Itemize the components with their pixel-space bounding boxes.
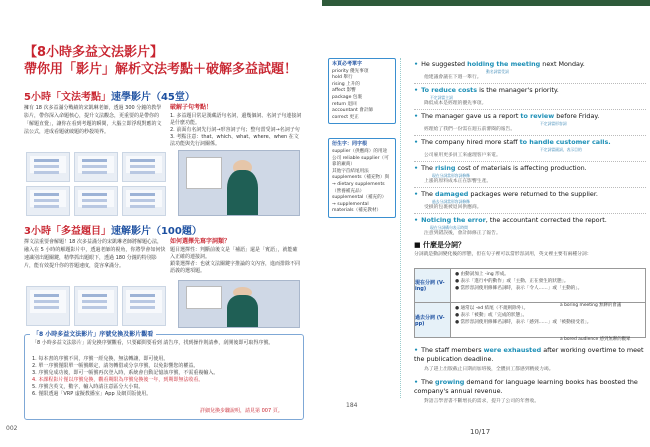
serial-step: 2. 單一序號僅限單一帳號綁定，請勿轉借或分享序號，以免影響您的權益。 <box>32 363 199 369</box>
participle-point: ● 通常以 -ed 結尾（不規則除外）。 <box>455 306 529 311</box>
section-2-sidebox <box>170 238 302 275</box>
vocab-item: materials（補充教材） <box>332 208 382 214</box>
top-color-bar-right <box>322 0 650 6</box>
participle-label: 現在分詞 (V-ing) <box>415 269 451 302</box>
present-example: a boring meeting 無聊的會議 <box>560 303 622 308</box>
vocab-item: 公司 reliable supplier（可靠的廠商） <box>332 155 389 168</box>
grammar-gloss: 現在分詞當形容詞修飾 <box>432 173 470 178</box>
participle-body <box>451 269 645 302</box>
section-2-title-key: 「多益題目」 <box>50 226 111 237</box>
serial-step: 3. 序號兌成功後，即可一帳號再次登入時，系統會自動記憶該序號，不需重複輸入。 <box>32 370 219 376</box>
teacher-video-photo <box>178 280 300 328</box>
margin-divider <box>400 58 410 398</box>
dotted-rule <box>414 213 646 214</box>
participle-point: ● 當形容詞使用修飾名詞時，表示「感到……」或「被動接受者」。 <box>455 320 592 325</box>
grammar-gloss: 過去分詞當形容詞修飾 <box>432 199 470 204</box>
section-1-side-point: 2. 前面有名詞先行詞→形容詞子句；整句當受詞→名詞子句 <box>170 127 300 133</box>
section-1-title <box>24 88 195 103</box>
sentence-translation: 公司雇用更多員工來處理客戶來電。 <box>424 153 501 158</box>
dotted-rule <box>414 83 646 84</box>
section-2-title-pre: 3小時 <box>24 226 51 237</box>
participle-row-present <box>415 269 645 303</box>
section-1-title-key: 「文法考點」 <box>50 92 111 103</box>
video-thumbnail <box>74 186 118 216</box>
participle-point: ● 當形容詞使用修飾名詞時，表示「令人……」或「主動的」。 <box>455 286 583 291</box>
headline-line-1: 【8小時多益文法影片】 <box>24 45 164 60</box>
serial-step: 6. 僅限透過「VRP 虛擬教播室」App 及網頁版使用。 <box>32 391 152 397</box>
vocab-item: supplemental（補充的） <box>332 195 387 201</box>
vocab-item: hold 舉行 <box>332 75 353 81</box>
participle-label: 過去分詞 (V-pp) <box>415 303 451 337</box>
vocab-item: 其他字首結尾用法 <box>332 168 369 174</box>
example-sentence: • The rising cost of materials is affecting production. <box>414 164 587 172</box>
section-1-title-post: 速學影片（45堂） <box>110 92 195 103</box>
participle-point: ● 由動詞加上 -ing 形成。 <box>455 272 509 277</box>
section-1-side-point: 1. 多益題目常是漢藏語句名詞，邊幾個詞、名詞子句連接詞是什麼功能。 <box>170 113 302 126</box>
vocab-item: priority 優先事項 <box>332 68 369 74</box>
highlight-phrase: to review <box>520 112 555 120</box>
example-sentence: • The growing demand for language learning books has boosted the company's annual revenue. <box>414 378 638 395</box>
example-sentence: • Noticing the error, the accountant corrected the report. <box>414 216 607 224</box>
serial-redemption-intro: 「8 小時多益文法影片」需兌換序號觀看，只要顧問要看到 請告序，找到操作則請參，刮開後即可取得序號。 <box>32 340 274 346</box>
highlight-phrase: to handle customer calls. <box>519 138 611 146</box>
serial-step-warning: 4. 本課程影片僅以序號兌換，觀看期限為序號兌換後一年，到期即無法收看。 <box>32 377 204 383</box>
headline-line-2: 帶你用「影片」解析文法考點＋破解多益試題！ <box>24 62 298 77</box>
dotted-rule <box>414 187 646 188</box>
vocab-item: supplier（供應商）的用途 <box>332 148 388 154</box>
highlight-phrase: To reduce costs <box>421 86 478 94</box>
highlight-phrase: damaged <box>435 190 469 198</box>
sentence-translation: 上漲的原料成本正在影響生產。 <box>424 179 492 184</box>
video-thumbnail <box>26 152 70 182</box>
vocab-item: package 包裹 <box>332 94 363 100</box>
example-sentence: • The manager gave us a report to review before Friday. <box>414 112 600 120</box>
sentence-translation: 對語言學習書不斷增長的需求，提升了公司的年營收。 <box>424 399 540 404</box>
section-1-sidebox <box>170 104 302 148</box>
example-sentence: • The staff members were exhausted after working overtime to meet the publication deadline. <box>414 346 644 363</box>
video-thumbnail <box>122 152 166 182</box>
example-sentence: • To reduce costs is the manager's priority. <box>414 86 559 94</box>
vocab-box-derivatives <box>328 138 396 218</box>
vocab-item: accountant 會計師 <box>332 108 374 114</box>
dotted-rule <box>414 161 646 162</box>
vocab-item: supplements（補充物）與 <box>332 175 390 181</box>
grammar-gloss: 動名詞當受詞 <box>486 69 509 74</box>
video-thumbnail <box>74 286 118 326</box>
highlight-phrase: growing <box>435 378 465 386</box>
teacher-video-photo <box>178 150 300 216</box>
dotted-rule <box>414 109 646 110</box>
bullet-icon: • <box>414 112 419 120</box>
highlight-phrase: holding the meeting <box>467 60 541 68</box>
vocab-item: return 退回 <box>332 101 357 107</box>
left-page-number: 002 <box>6 425 18 432</box>
example-sentence: • He suggested holding the meeting next Monday. <box>414 60 585 68</box>
past-example: a bored audience 感到無聊的觀眾 <box>560 337 631 342</box>
grammar-gloss: 不定詞當形容詞 <box>540 121 567 126</box>
headline <box>24 44 304 78</box>
sentence-translation: 注意到錯誤後，會計師修正了報告。 <box>424 231 501 236</box>
section-1-side-point: 3. 考點注意：that、which、what、where、when 在文法功能與先行詞關係。 <box>170 134 299 147</box>
dotted-rule <box>414 135 646 136</box>
video-thumbnail <box>74 152 118 182</box>
vocab-item: rising 上升的 <box>332 81 360 87</box>
sentence-translation: 為了趕上出版截止日期而加班後，全體員工都感到精疲力竭。 <box>424 367 554 372</box>
video-thumbnail <box>122 286 166 326</box>
sentence-translation: 經理給了我們一份需在週五前審閱的報告。 <box>424 127 516 132</box>
grammar-gloss: 不定詞當主詞 <box>430 95 453 100</box>
sentence-translation: 他建議會議在下週一舉行。 <box>424 75 482 80</box>
bullet-icon: • <box>414 216 419 224</box>
bullet-icon: • <box>414 138 419 146</box>
bullet-icon: • <box>414 378 419 386</box>
vocab-box-head: 衍生字：同字根 <box>332 141 368 148</box>
video-thumbnail <box>26 186 70 216</box>
video-thumbnail <box>26 286 70 326</box>
vocab-item: correct 更正 <box>332 114 359 120</box>
section-2-title-post: 速解影片（100題） <box>110 226 202 237</box>
example-sentence: • The damaged packages were returned to the supplier. <box>414 190 598 198</box>
highlight-phrase: Noticing the error <box>421 216 486 224</box>
section-2-title <box>24 222 202 237</box>
section-2-paragraph: 擇文法重要會解題！18 次多益滿分的宋凱琳老師將解題心法，融入在 5 小時的解題影片中，透過老師的視角，你將學會如何快速識別出題關鍵，精準抓出題眼下，透過 180 分鐘的特別影片，能有效提升你的答題速度，從容拿滿分。 <box>24 239 166 269</box>
section-1-paragraph: 擁有 18 次多益滿分戰績的宋凱琳老師，透過 300 分鐘的教學影片，帶你深入命題核心，提升文法觀念，更重要的是帶你的「解題直覺」，讓你在看到考題的瞬間，大腦立即浮現對應的文法公式，達成看題就破題的秒殺境界。 <box>24 105 162 135</box>
section-1-title-pre: 5小時 <box>24 92 51 103</box>
grammar-gloss: 不定詞當副詞，表示目的 <box>540 147 582 152</box>
bullet-icon: • <box>414 86 419 94</box>
sentence-translation: 降低成本是經理的優先事項。 <box>424 101 487 106</box>
participle-section-title: ■ 什麼是分詞？ <box>414 241 466 249</box>
highlight-phrase: were exhausted <box>483 346 542 354</box>
video-thumbnail <box>122 186 166 216</box>
section-2-side-point: 題目選擇性：判斷前後文是「補語」還是「賓語」，就能確入正確的連接詞。 <box>170 247 298 260</box>
right-page-number: 184 <box>346 402 358 409</box>
grammar-gloss: 現在分詞構句表示時間 <box>430 225 468 230</box>
example-sentence: • The company hired more staff to handle customer calls. <box>414 138 611 146</box>
vocab-item: → dietary supplements <box>332 181 385 187</box>
vocab-item: → supplemental <box>332 201 369 207</box>
bullet-icon: • <box>414 346 419 354</box>
serial-step: 1. 每本書的序號不同，序號一經兌換，無法轉讓，即可使用。 <box>32 356 169 362</box>
highlight-phrase: rising <box>435 164 456 172</box>
vocab-column <box>328 58 396 232</box>
section-1-side-head: 破解子句考點！ <box>170 104 213 111</box>
vocab-box-must-know <box>328 58 396 124</box>
participle-point: ● 表示「被動」或「完成的狀態」。 <box>455 313 528 318</box>
sentence-translation: 受損的包裹被退回供應商。 <box>424 205 482 210</box>
document-page-counter: 10/17 <box>470 428 491 436</box>
bullet-icon: • <box>414 164 419 172</box>
serial-redemption-title: 「8 小時多益文法影片」序號兌換及影片觀看 <box>30 329 156 338</box>
vocab-box-head: 本頁必考單字 <box>332 61 363 67</box>
bullet-icon: • <box>414 190 419 198</box>
serial-footer-note: 詳細兌換步驟說明，請見第 007 頁。 <box>200 408 283 414</box>
vocab-item: affect 影響 <box>332 88 356 94</box>
participle-point: ● 表示「進行中的動作」或「主動、正在發生的狀態」。 <box>455 279 569 284</box>
section-2-side-head: 如何選擇先寫字詞類？ <box>170 238 231 245</box>
participle-description: 分詞就是動詞變化後的形態，但在句子裡可以當形容詞用，英文裡主要有兩種分詞： <box>414 252 592 257</box>
vocab-item: （營養補充品） <box>332 188 365 194</box>
section-2-side-point: 鎖業選擇者：也就文法關鍵字推論的文內容，進而排除不同語義的選項題。 <box>170 261 301 274</box>
bullet-icon: • <box>414 60 419 68</box>
left-page <box>0 0 315 447</box>
serial-step: 5. 序號含英文，數字，輸入時請注意區分大小寫。 <box>32 384 144 390</box>
